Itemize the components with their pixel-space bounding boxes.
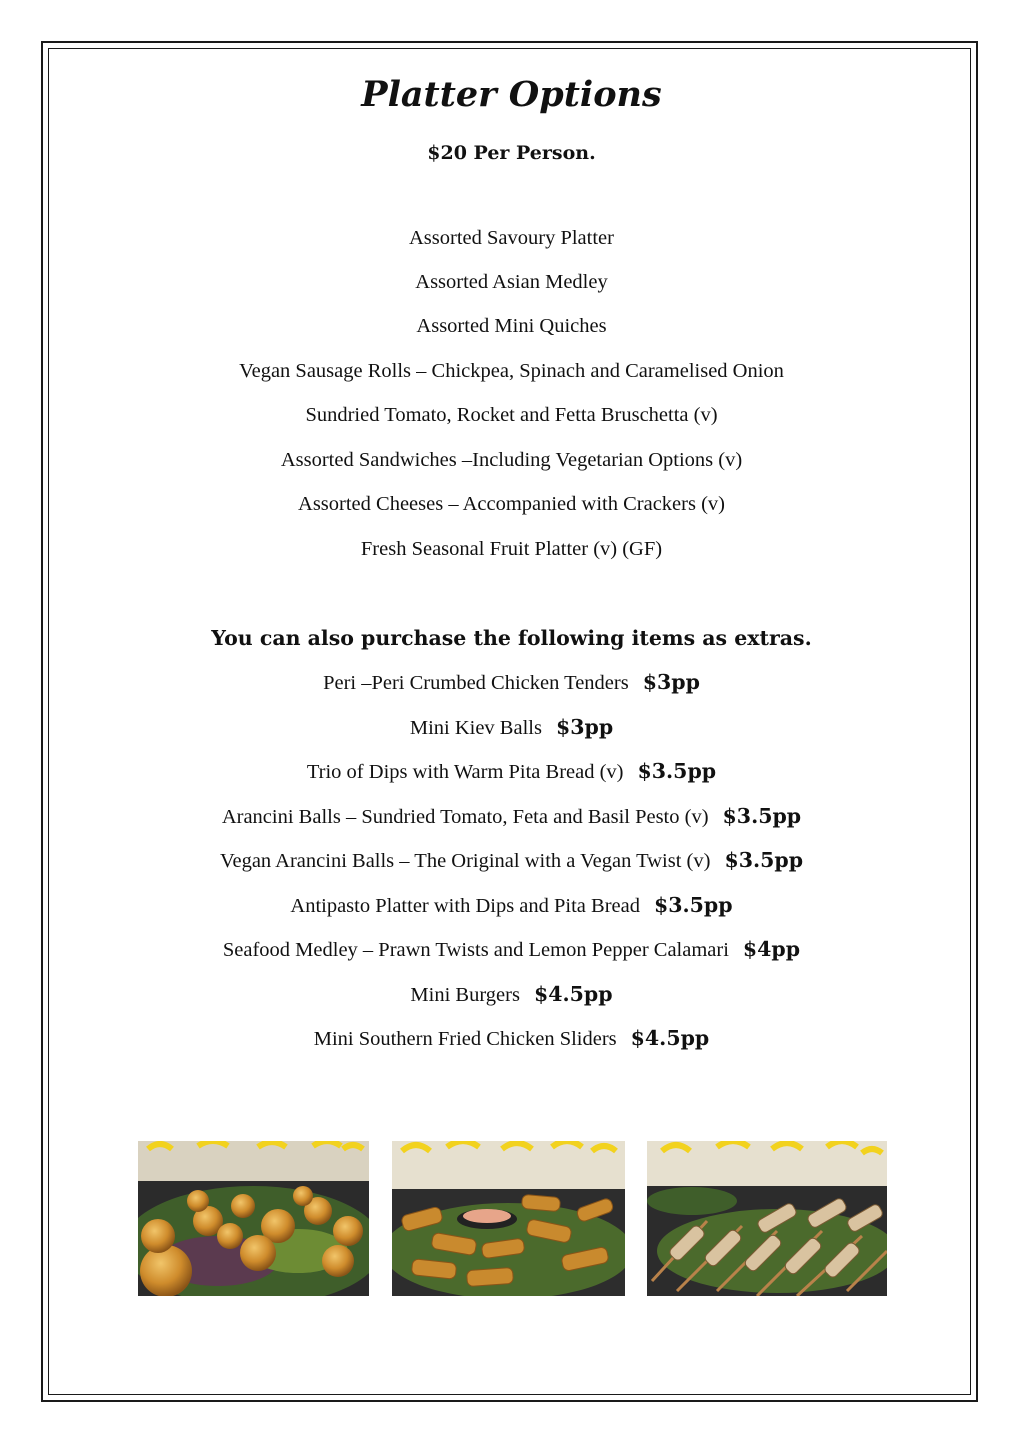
extra-item-price: $4.5pp [630, 1026, 710, 1050]
extra-item [50, 803, 973, 830]
extra-item-price: $3.5pp [637, 759, 717, 783]
extra-item-name: Mini Southern Fried Chicken Sliders [313, 1028, 617, 1050]
extra-item-price: $3.5pp [722, 804, 802, 828]
extra-item [50, 981, 973, 1008]
platter-item: Assorted Asian Medley [415, 271, 608, 293]
extra-item-name: Antipasto Platter with Dips and Pita Bread [290, 895, 640, 917]
extra-item [50, 714, 973, 741]
extra-item-price: $3pp [555, 715, 614, 739]
extra-item-name: Trio of Dips with Warm Pita Bread (v) [306, 761, 624, 783]
platter-item: Assorted Cheeses – Accompanied with Crackers (v) [298, 493, 725, 515]
extra-item [50, 936, 973, 963]
crumbed-chicken-photo [392, 1141, 625, 1296]
extra-item-name: Seafood Medley – Prawn Twists and Lemon Pepper Calamari [222, 939, 729, 961]
extra-item-price: $4pp [742, 937, 801, 961]
extra-item [50, 1025, 973, 1052]
extra-item [50, 758, 973, 785]
extra-item-name: Vegan Arancini Balls – The Original with a Vegan Twist (v) [219, 850, 711, 872]
platter-item: Assorted Mini Quiches [416, 315, 607, 337]
extra-item-name: Mini Kiev Balls [409, 717, 542, 739]
chicken-skewers-photo [647, 1141, 887, 1296]
extra-item-price: $3pp [642, 670, 700, 694]
extra-item-price: $4.5pp [533, 982, 613, 1006]
page-title: Platter Options [361, 74, 662, 115]
extra-item [50, 847, 973, 874]
extra-item [50, 892, 973, 919]
extra-item [50, 669, 973, 696]
extra-item-price: $3.5pp [724, 848, 804, 872]
extra-item-price: $3.5pp [653, 893, 733, 917]
arancini-balls-photo [138, 1141, 369, 1296]
price-per-person: $20 Per Person. [427, 142, 596, 164]
extra-item-name: Peri –Peri Crumbed Chicken Tenders [323, 672, 629, 694]
platter-item: Fresh Seasonal Fruit Platter (v) (GF) [360, 538, 663, 560]
extra-item-name: Mini Burgers [410, 984, 520, 1006]
platter-item: Vegan Sausage Rolls – Chickpea, Spinach and Caramelised Onion [239, 360, 784, 382]
platter-item: Sundried Tomato, Rocket and Fetta Bruschetta (v) [305, 404, 718, 426]
platter-item: Assorted Savoury Platter [409, 227, 614, 249]
extra-item-name: Arancini Balls – Sundried Tomato, Feta and Basil Pesto (v) [221, 806, 709, 828]
platter-item: Assorted Sandwiches –Including Vegetarian Options (v) [280, 449, 743, 471]
extras-heading: You can also purchase the following items as extras. [211, 626, 812, 650]
